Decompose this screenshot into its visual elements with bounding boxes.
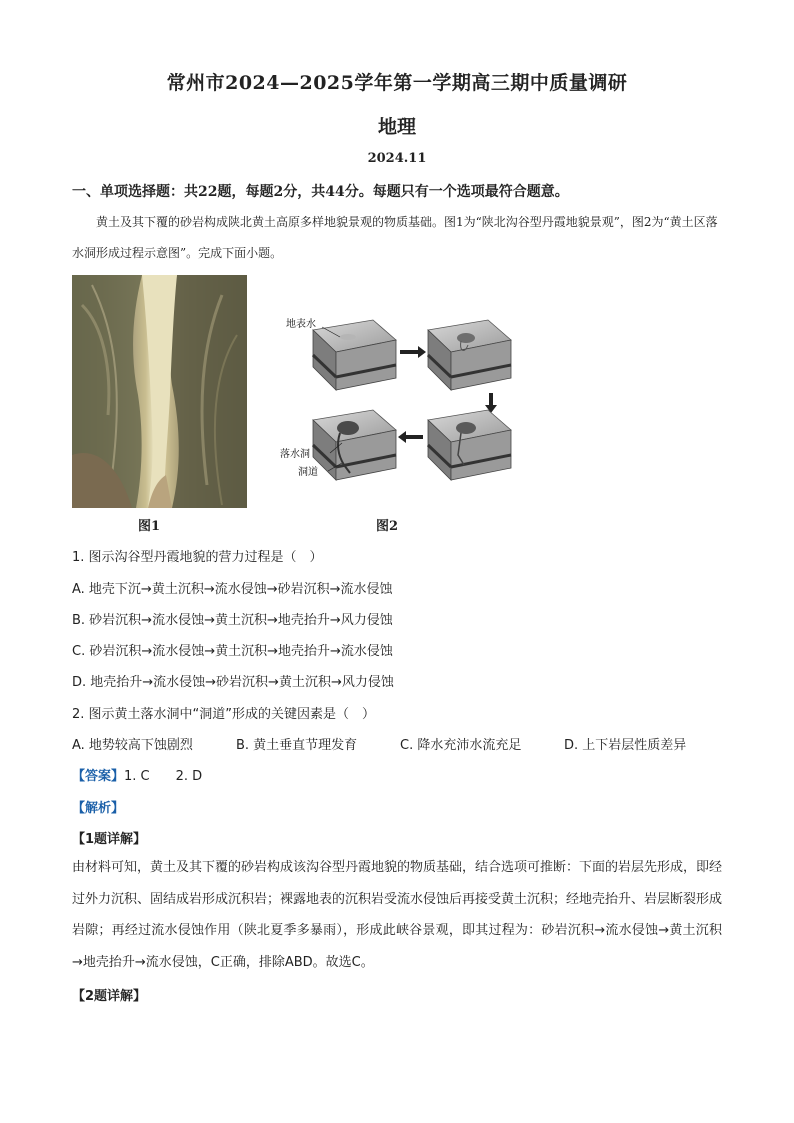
label-tunnel: 洞道: [298, 467, 318, 478]
question-2-options: [72, 734, 686, 753]
material-intro: 黄土及其下覆的砂岩构成陕北黄土高原多样地貌景观的物质基础。图1为“陕北沟谷型丹霞地貌景观”，图2为“黄土区落水洞形成过程示意图”。完成下面小题。: [72, 215, 718, 260]
figure-1-caption: 图1: [138, 519, 161, 534]
exam-title: 常州市2024—2025学年第一学期高三期中质量调研: [166, 72, 628, 94]
canyon-photo-art: [72, 275, 247, 508]
question-1-option-a: A. 地壳下沉→黄土沉积→流水侵蚀→砂岩沉积→流水侵蚀: [72, 582, 393, 597]
figure-2-caption: 图2: [376, 519, 399, 534]
q1-analysis-heading: 【1题详解】: [72, 832, 147, 847]
subject-title: 地理: [377, 116, 416, 138]
sinkhole-diagram: [278, 305, 528, 485]
analysis-tag: 【解析】: [72, 801, 125, 816]
canyon-photo: [72, 275, 247, 508]
question-2-option-d: D. 上下岩层性质差异: [564, 738, 687, 753]
label-surface-water: 地表水: [286, 319, 316, 330]
block-stage-1: [313, 320, 396, 390]
question-2-option-c: C. 降水充沛水流充足: [400, 738, 522, 753]
question-2-option-a: A. 地势较高下蚀剧烈: [72, 738, 193, 753]
block-stage-3: [428, 410, 511, 480]
question-1-option-d: D. 地壳抬升→流水侵蚀→砂岩沉积→黄土沉积→风力侵蚀: [72, 675, 394, 690]
answer-text: 1. C 2. D: [124, 769, 203, 784]
question-2-stem: 2. 图示黄土落水洞中“洞道”形成的关键因素是（ ）: [72, 707, 376, 722]
exam-date: 2024.11: [367, 151, 427, 166]
q2-analysis-heading: 【2题详解】: [72, 989, 147, 1004]
block-stage-2: [428, 320, 511, 390]
question-1-option-c: C. 砂岩沉积→流水侵蚀→黄土沉积→地壳抬升→流水侵蚀: [72, 644, 393, 659]
label-sinkhole: 落水洞: [280, 449, 310, 460]
q1-analysis-text: 由材料可知，黄土及其下覆的砂岩构成该沟谷型丹霞地貌的物质基础，结合选项可推断：下面的岩层先形成，即经过外力沉积、固结成岩形成沉积岩；裸露地表的沉积岩受流水侵蚀后再接受黄土沉积；经地壳抬升、岩层断裂形成岩隙；再经过流水侵蚀作用（陕北夏季多暴雨），形成此峡谷景观，即其过程为：砂岩沉积→流水侵蚀→黄土沉积→地壳抬升→流水侵蚀，C正确，排除ABD。故选C。: [72, 860, 723, 970]
question-1-option-b: B. 砂岩沉积→流水侵蚀→黄土沉积→地壳抬升→风力侵蚀: [72, 613, 393, 628]
answer-line: [72, 765, 202, 784]
question-2-option-b: B. 黄土垂直节理发育: [236, 738, 358, 753]
sinkhole-diagram-art: [278, 305, 528, 485]
section-heading: 一、单项选择题：共22题，每题2分，共44分。每题只有一个选项最符合题意。: [72, 184, 569, 200]
question-1-stem: 1. 图示沟谷型丹霞地貌的营力过程是（ ）: [72, 550, 323, 565]
answer-tag: 【答案】: [72, 769, 125, 784]
block-stage-4: [313, 410, 396, 480]
